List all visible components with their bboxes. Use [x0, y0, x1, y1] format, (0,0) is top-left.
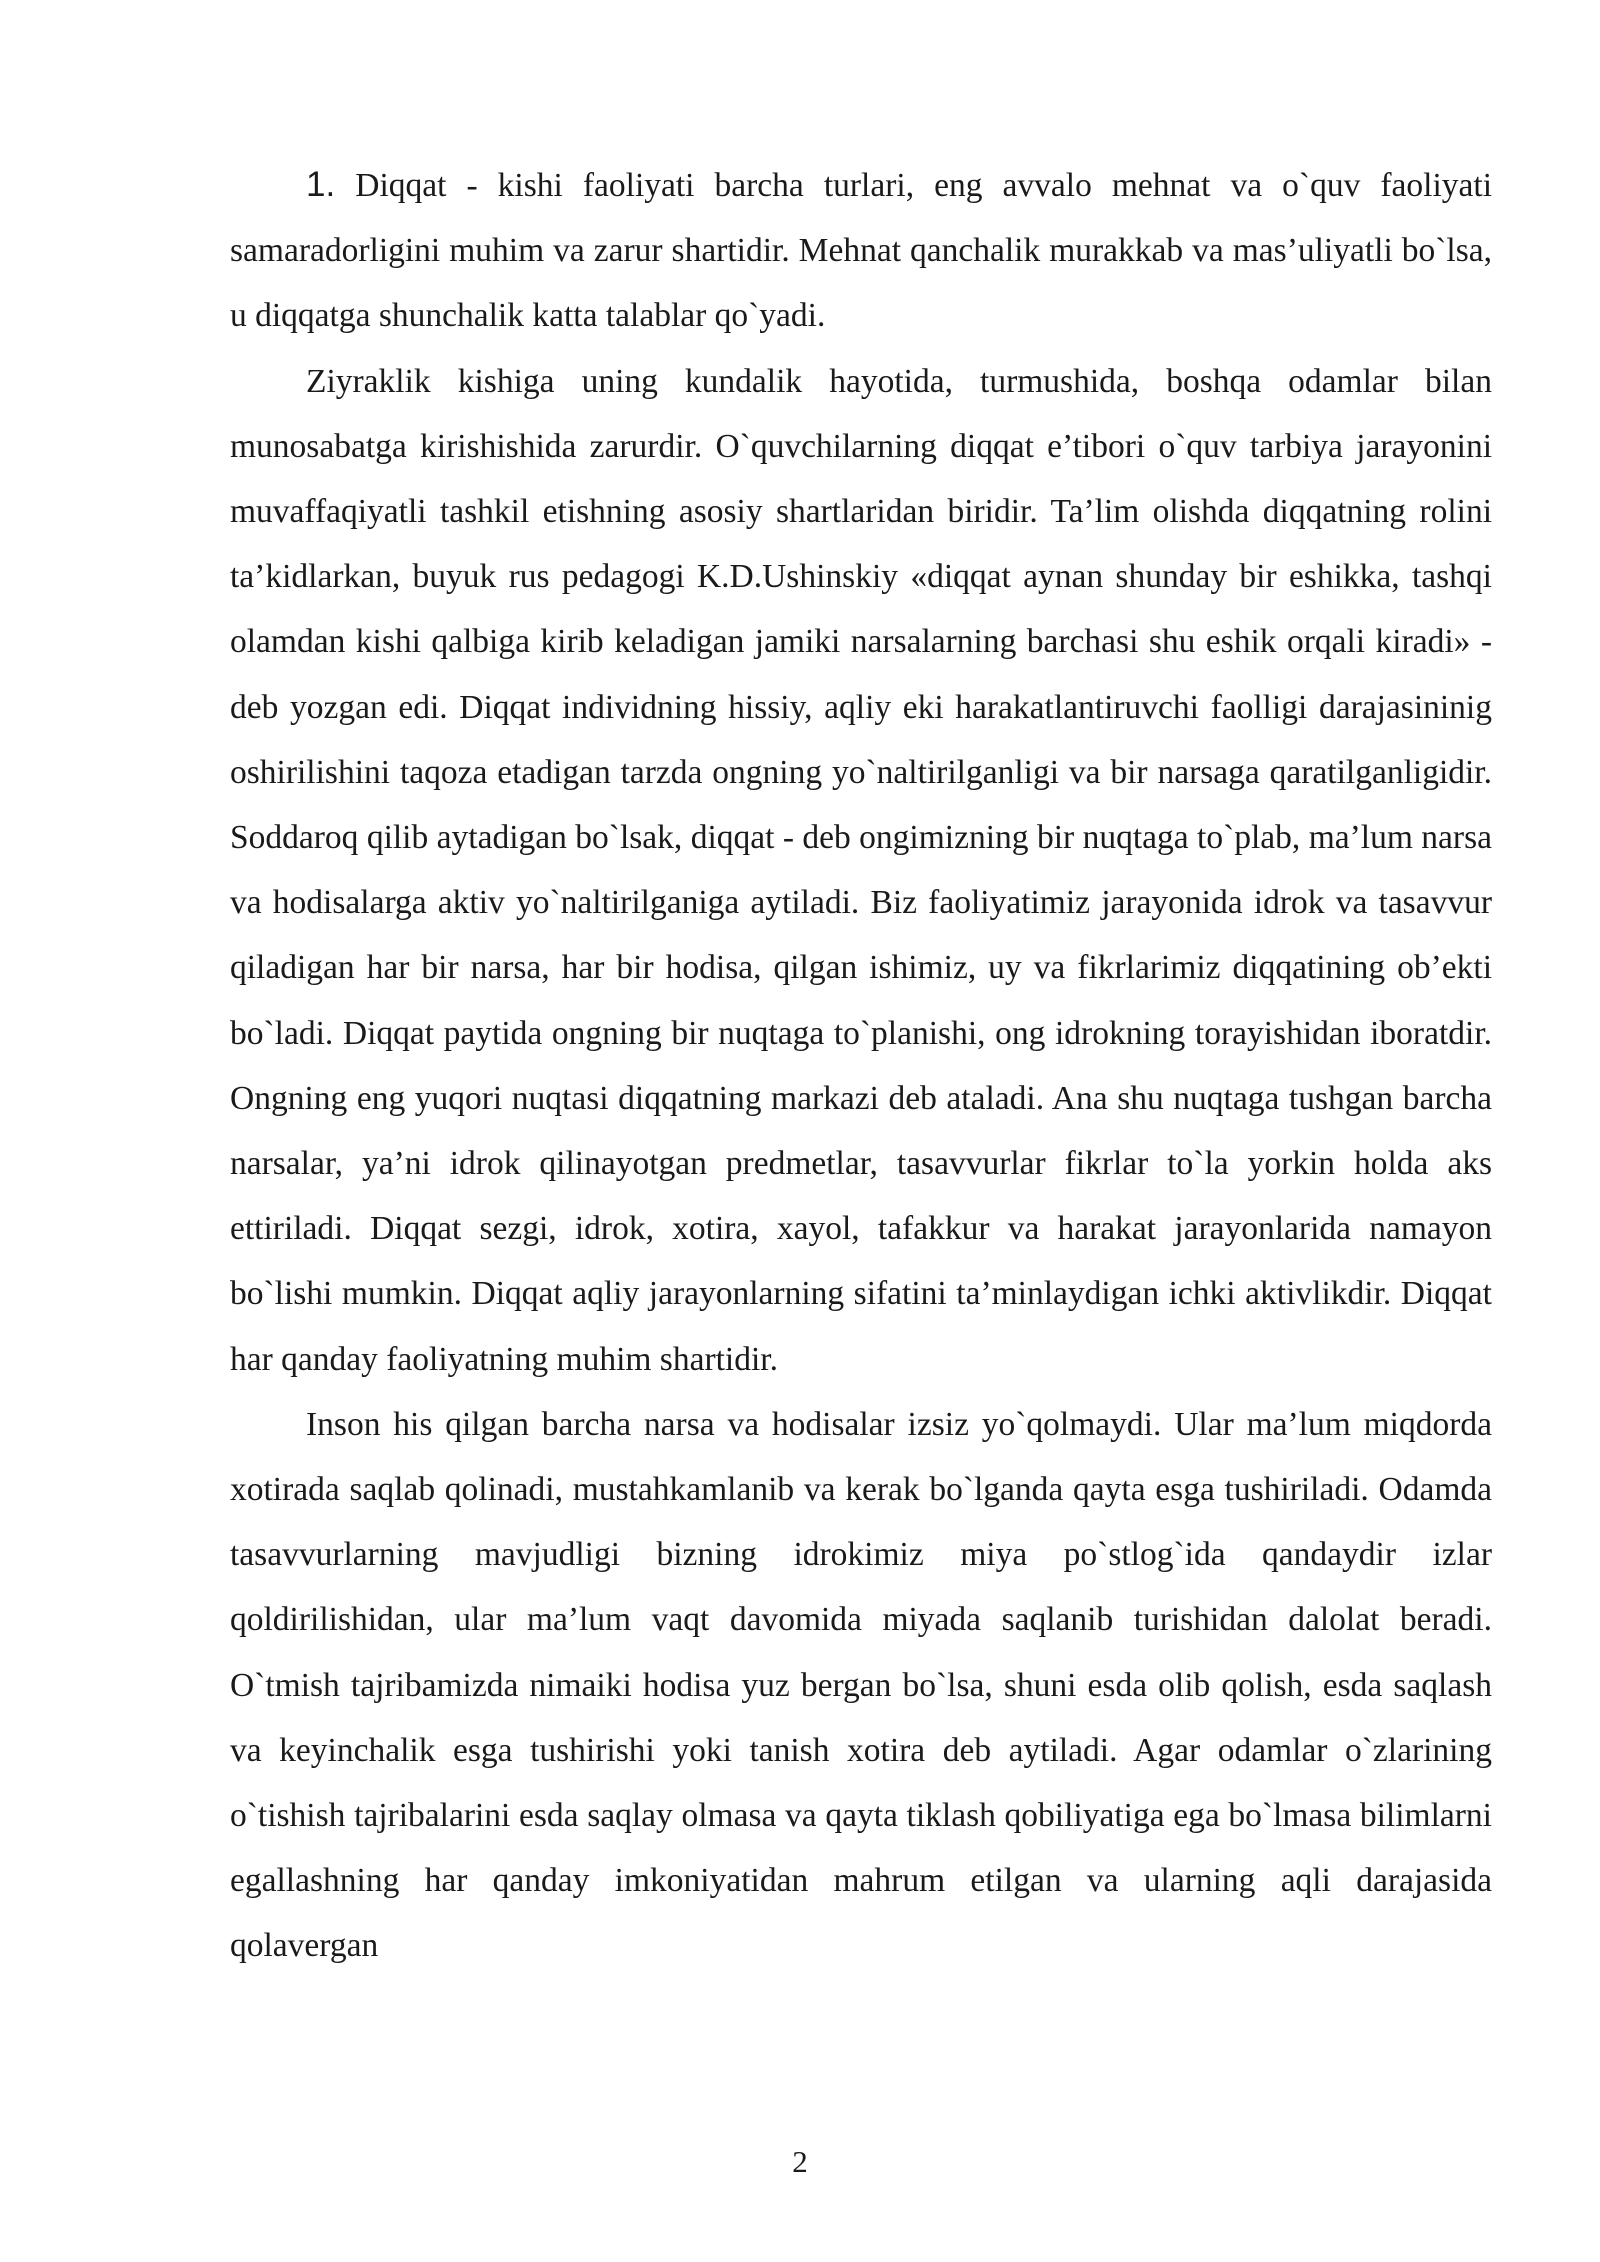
paragraph-2: Ziyraklik kishiga uning kundalik hayotida, turmushida, boshqa odamlar bilan munosabatga kirishishida zarurdir. O`quvchilarning diqqat e’tibori o`quv tarbiya jarayonini muvaffaqiyatli tashkil etishning asosiy shartlaridan biridir. Ta’lim olishda diqqatning rolini ta’kidlarkan, buyuk rus pedagogi K.D.Ushinskiy «diqqat aynan shunday bir eshikka, tashqi olamdan kishi qalbiga kirib keladigan jamiki narsalarning barchasi shu eshik orqali kiradi» - deb yozgan edi. Diqqat individning hissiy, aqliy eki harakatlantiruvchi faolligi darajasininig oshirilishini taqoza etadigan tarzda ongning yo`naltirilganligi va bir narsaga qaratilganligidir. Soddaroq qilib aytadigan bo`lsak, diqqat - deb ongimizning bir nuqtaga to`plab, ma’lum narsa va hodisalarga aktiv yo`naltirilganiga aytiladi. Biz faoliyatimiz jarayonida idrok va tasavvur qiladigan har bir narsa, har bir hodisa, qilgan ishimiz, uy va fikrlarimiz diqqatining ob’ekti bo`ladi. Diqqat paytida ongning bir nuqtaga to`planishi, ong idrokning torayishidan iboratdir. Ongning eng yuqori nuqtasi diqqatning markazi deb ataladi. Ana shu nuqtaga tushgan barcha narsalar, ya’ni idrok qilinayotgan predmetlar, tasavvurlar fikrlar to`la yorkin holda aks ettiriladi. Diqqat sezgi, idrok, xotira, xayol, tafakkur va harakat jarayonlarida namayon bo`lishi mumkin. Diqqat aqliy jarayonlarning sifatini ta’minlaydigan ichki aktivlikdir. Diqqat har qanday faoliyatning muhim shartidir. — [230, 362, 1492, 1378]
paragraph-3: Inson his qilgan barcha narsa va hodisalar izsiz yo`qolmaydi. Ular ma’lum miqdorda xotirada saqlab qolinadi, mustahkamlanib va kerak bo`lganda qayta esga tushiriladi. Odamda tasavvurlarning mavjudligi bizning idrokimiz miya po`stlog`ida qandaydir izlar qoldirilishidan, ular ma’lum vaqt davomida miyada saqlanib turishidan dalolat beradi. O`tmish tajribamizda nimaiki hodisa yuz bergan bo`lsa, shuni esda olib qolish, esda saqlash va keyinchalik esga tushirishi yoki tanish xotira deb aytiladi. Agar odamlar o`zlarining o`tishish tajribalarini esda saqlay olmasa va qayta tiklash qobiliyatiga ega bo`lmasa bilimlarni egallashning har qanday imkoniyatidan mahrum etilgan va ularning aqli darajasida qolavergan — [230, 1405, 1492, 1965]
paragraph-1 — [230, 152, 1492, 349]
paragraph-1-text: Diqqat - kishi faoliyati barcha turlari, eng avvalo mehnat va o`quv faoliyati samaradorligini muhim va zarur shartidir. Mehnat qanchalik murakkab va mas’uliyatli bo`lsa, u diqqatga shunchalik katta talablar qo`yadi. — [230, 167, 1492, 335]
document-body — [230, 152, 1492, 1979]
paragraph-number: 1. — [306, 165, 336, 204]
page-number: 2 — [792, 2144, 808, 2179]
